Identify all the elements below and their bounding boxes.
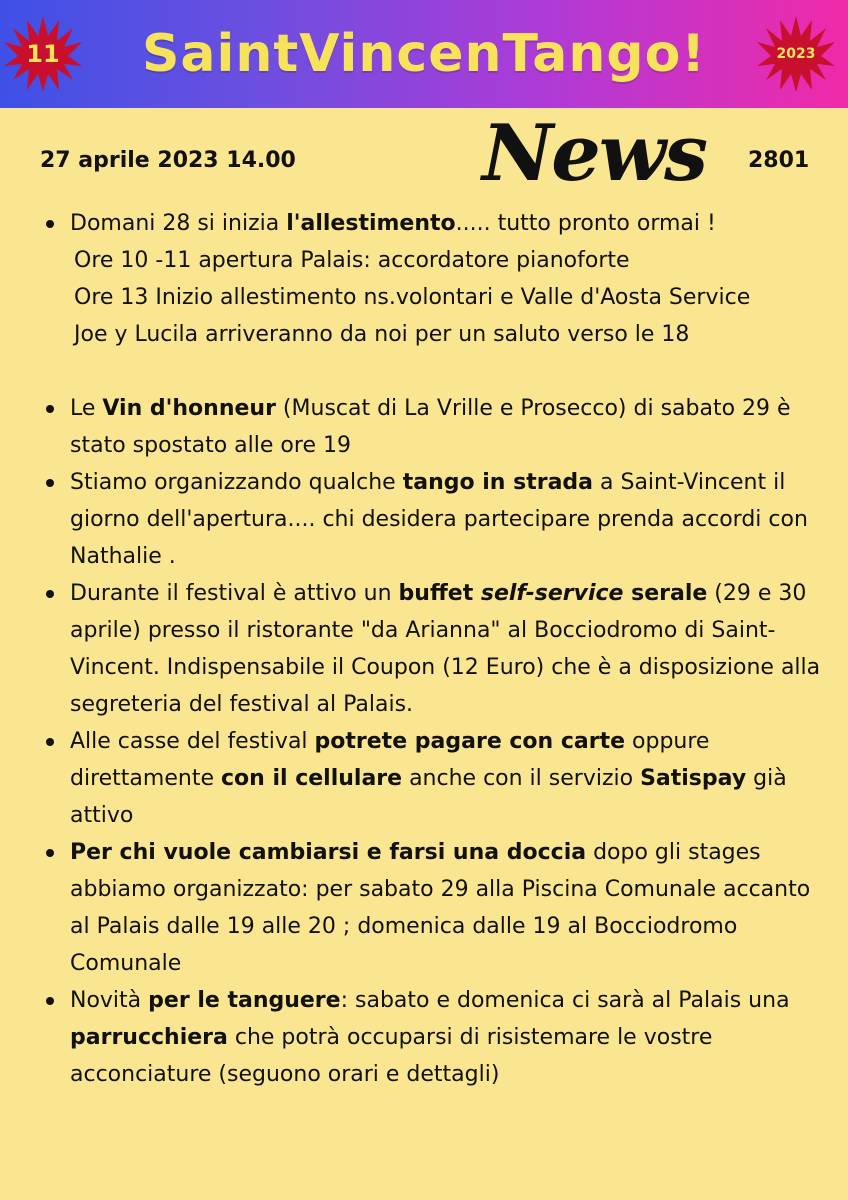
list-item: Domani 28 si inizia l'allestimento..... tutto pronto ormai ! Ore 10 -11 apertura Palais: accordatore pianoforte Ore 13 Inizio allestimento ns.volontari e Valle d'Aosta Service Joe y Lucila arriveranno da noi per un saluto verso le 18 xyxy=(40,205,830,353)
edition-number: 11 xyxy=(26,40,60,68)
news-heading: News xyxy=(482,108,706,199)
date-time: 27 aprile 2023 14.00 xyxy=(40,148,296,173)
list-item: Le Vin d'honneur (Muscat di La Vrille e Prosecco) di sabato 29 è stato spostato alle ore 19 xyxy=(40,390,830,464)
news-list xyxy=(40,205,830,353)
list-item: Novità per le tanguere: sabato e domenica ci sarà al Palais una parrucchiera che potrà occuparsi di risistemare le vostre acconciature (seguono orari e dettagli) xyxy=(40,982,830,1093)
news-content xyxy=(40,205,830,1093)
festival-title: SaintVincenTango! xyxy=(141,24,707,84)
schedule-line: Joe y Lucila arriveranno da noi per un saluto verso le 18 xyxy=(74,322,690,347)
spacer xyxy=(40,353,830,390)
issue-number: 2801 xyxy=(748,148,810,173)
year-badge: 2023 xyxy=(776,46,816,62)
schedule-line: Ore 13 Inizio allestimento ns.volontari e Valle d'Aosta Service xyxy=(74,285,751,310)
starburst-badge-right xyxy=(756,14,836,94)
starburst-badge-left xyxy=(3,14,83,94)
news-list xyxy=(40,390,830,1093)
list-item: Alle casse del festival potrete pagare con carte oppure direttamente con il cellulare anche con il servizio Satispay già attivo xyxy=(40,723,830,834)
header-banner xyxy=(0,0,848,108)
schedule-line: Ore 10 -11 apertura Palais: accordatore pianoforte xyxy=(74,248,630,273)
list-item: Durante il festival è attivo un buffet self-service serale (29 e 30 aprile) presso il ristorante "da Arianna" al Bocciodromo di Saint-Vincent. Indispensabile il Coupon (12 Euro) che è a disposizione alla segreteria del festival al Palais. xyxy=(40,575,830,723)
list-item: Stiamo organizzando qualche tango in strada a Saint-Vincent il giorno dell'apertura.... chi desidera partecipare prenda accordi con Nathalie . xyxy=(40,464,830,575)
list-item: Per chi vuole cambiarsi e farsi una doccia dopo gli stages abbiamo organizzato: per sabato 29 alla Piscina Comunale accanto al Palais dalle 19 alle 20 ; domenica dalle 19 al Bocciodromo Comunale xyxy=(40,834,830,982)
